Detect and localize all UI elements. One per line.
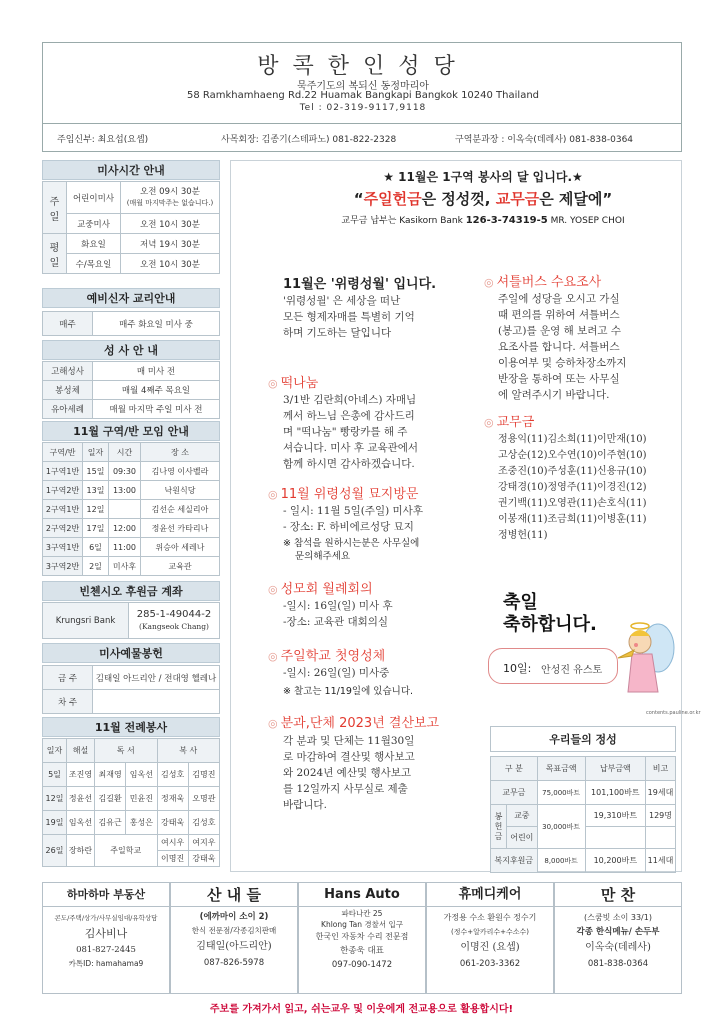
offering-label: 금 주 <box>43 666 93 690</box>
celebration-name: 안성진 유스토 <box>541 665 603 676</box>
finance-header: 비고 <box>646 757 676 781</box>
text-line: -일시: 16일(일) 미사 후 <box>283 600 393 612</box>
finance-table <box>490 756 676 873</box>
table-row <box>43 519 220 538</box>
district-head: 구역분과장 : 이옥숙(데레사) 081-838-0364 <box>455 135 634 145</box>
rice-cake-heading <box>268 372 318 391</box>
text-line: 주일에 성당을 오시고 가실 <box>498 293 620 305</box>
text-line: 며 "떡나눔" 빵랑카를 해 주 <box>283 426 408 438</box>
liturgy-cell: 강태욱 <box>188 851 219 867</box>
finance-note: 11세대 <box>646 849 676 873</box>
meeting-cell: 교육관 <box>141 557 220 576</box>
text-line: ※ 참석을 원하시는분은 사무실에 <box>283 538 420 549</box>
meeting-cell: 2일 <box>83 557 109 576</box>
ad-line: 097-090-1472 <box>331 960 393 970</box>
liturgy-cell: 여시우 <box>157 835 188 851</box>
collection-notice: “주일헌금은 정성껏, 교무금은 제달에” <box>353 190 613 208</box>
finance-note: 129명 <box>646 805 676 827</box>
text-line: 를 12일까지 사무실로 제출 <box>283 783 408 795</box>
ad-line: Khlong Tan 경찰서 입구 <box>321 920 403 929</box>
meeting-cell: 09:30 <box>109 462 141 481</box>
offering-value <box>93 690 220 714</box>
liturgy-cell: 임옥선 <box>126 763 157 787</box>
liturgy-cell: 이명진 <box>157 851 188 867</box>
text-line: 권기백(11)오영관(11)손호식(11) <box>498 498 647 509</box>
text-line: 정병헌(11) <box>498 530 548 541</box>
text-line: 고상순(12)오수연(10)이주현(10) <box>498 450 647 461</box>
dues-heading <box>484 411 534 430</box>
table-row <box>43 481 220 500</box>
ad-title: 만 찬 <box>555 883 681 907</box>
liturgy-header: 독 서 <box>95 739 158 763</box>
text-line: 3/1반 김란희(아녜스) 자매님 <box>283 394 417 406</box>
text-line: 정용익(11)김소희(11)이만재(10) <box>498 434 647 445</box>
meeting-cell: 15일 <box>83 462 109 481</box>
meeting-cell <box>109 500 141 519</box>
liturgy-cell: 김유근 <box>95 811 126 835</box>
shuttle-title: 셔틀버스 수요조사 <box>496 275 602 290</box>
meeting-cell: 13:00 <box>109 481 141 500</box>
church-subtitle: 묵주기도의 복되신 동정마리아 <box>297 81 429 92</box>
finance-note <box>646 827 676 849</box>
sacrament-value: 매월 마지막 주일 미사 전 <box>93 400 220 419</box>
text-line: -일시: 26일(일) 미사중 <box>283 667 390 679</box>
ad-manchan <box>554 882 682 994</box>
mass-time: 오전 09시 30분 <box>140 186 200 197</box>
finance-target: 8,000바트 <box>537 849 585 873</box>
text-line: 모든 형제자매를 특별히 기억 <box>283 311 415 323</box>
liturgy-cell: 정윤선 <box>67 787 95 811</box>
text-line: 때 편의를 위하여 셔틀버스 <box>498 309 620 321</box>
table-row <box>43 763 220 787</box>
council-president: 사목회장: 김종기(스테파노) 081-822-2328 <box>221 135 397 145</box>
sunday-label: 주 일 <box>43 182 67 234</box>
text-line: 바랍니다. <box>283 799 327 811</box>
month-theme-body <box>283 293 478 341</box>
liturgy-cell: 주일학교 <box>95 835 158 867</box>
ad-line: 081-838-0364 <box>587 959 649 969</box>
ad-line: 각종 한식메뉴/ 손두부 <box>576 927 660 937</box>
liturgy-cell: 임옥선 <box>67 811 95 835</box>
meeting-cell: 12:00 <box>109 519 141 538</box>
sacrament-value: 매 미사 전 <box>93 362 220 381</box>
finance-paid: 19,310바트 <box>585 805 645 827</box>
meeting-cell: 2구역1반 <box>43 500 83 519</box>
text-line: 반장을 통하여 또는 사무실 <box>498 373 620 385</box>
liturgy-cell: 강태욱 <box>157 811 188 835</box>
ad-title: 산 내 들 <box>171 883 297 907</box>
rice-cake-title: 떡나눔 <box>280 376 319 391</box>
church-tel: Tel : 02-319-9117,9118 <box>299 103 427 113</box>
finance-target: 75,000바트 <box>537 781 585 805</box>
mass-name: 어린이미사 <box>67 182 121 214</box>
bank-notice <box>288 213 678 226</box>
table-row <box>43 835 220 851</box>
header-box <box>42 42 682 124</box>
liturgy-cell: 여지우 <box>188 835 219 851</box>
celebration-line: 축하합니다. <box>503 614 597 635</box>
sacrament-value: 매월 4째주 목요일 <box>93 381 220 400</box>
text-line: 에 알려주시기 바랍니다. <box>498 389 610 401</box>
ad-real-estate <box>42 882 170 994</box>
liturgy-cell: 조진영 <box>67 763 95 787</box>
table-row <box>491 849 676 873</box>
liturgy-cell: 김길환 <box>95 787 126 811</box>
ad-line: 카톡ID: hamahama9 <box>68 959 144 968</box>
meeting-cell: 12일 <box>83 500 109 519</box>
text-line: 함께 하시면 감사하겠습니다. <box>283 458 415 470</box>
table-row <box>43 811 220 835</box>
text-line: 강태경(10)정영주(11)이경진(12) <box>498 482 647 493</box>
sacrament-table <box>42 361 220 419</box>
liturgy-cell: 홍성은 <box>126 811 157 835</box>
sunday-collection: 주일헌금 <box>363 190 422 208</box>
offering-table <box>42 665 220 714</box>
liturgy-date: 5일 <box>43 763 67 787</box>
cemetery-heading <box>268 483 418 502</box>
table-row <box>43 462 220 481</box>
cemetery-body <box>283 503 478 535</box>
liturgy-table <box>42 738 220 867</box>
table-row <box>491 805 676 827</box>
vincent-bank: Krungsri Bank <box>43 603 129 639</box>
meeting-cell: 3구역1반 <box>43 538 83 557</box>
meeting-header: 일자 <box>83 443 109 462</box>
sunday-school-heading <box>268 645 385 664</box>
mother-meeting-heading <box>268 578 373 597</box>
mass-time: 저녁 19시 30분 <box>121 234 220 254</box>
liturgy-date: 12일 <box>43 787 67 811</box>
celebration-entry-box <box>488 648 618 684</box>
cemetery-title: 11월 위령성월 묘지방문 <box>280 487 419 502</box>
ad-line: (에까마이 소이 2) <box>199 912 269 922</box>
text-line: 이용여부 및 승하차장소까지 <box>498 357 627 369</box>
sunday-school-body <box>283 665 478 681</box>
circle-bullet-icon: ◎ <box>484 276 494 289</box>
ad-line: (정수+알카리수+수소수) <box>450 928 530 936</box>
liturgy-header: 복 사 <box>157 739 220 763</box>
offering-title: 미사예물봉헌 <box>42 643 220 663</box>
liturgy-cell: 정재욱 <box>157 787 188 811</box>
dues-body <box>498 432 682 544</box>
month-theme-title: 11월은 '위령성월' 입니다. <box>283 277 437 292</box>
ad-line: 이옥숙(데레사) <box>585 942 651 953</box>
finance-label: 교무금 <box>491 781 538 805</box>
ad-line: 한식 전문점/각종김치판매 <box>191 926 277 935</box>
meeting-cell: 김나영 이사벨라 <box>141 462 220 481</box>
circle-bullet-icon: ◎ <box>268 650 278 663</box>
offering-label: 차 주 <box>43 690 93 714</box>
liturgy-cell: 김명진 <box>188 763 219 787</box>
ad-line: 한국인 자동차 수리 전문점 <box>315 932 409 941</box>
ad-title: 휴메디케어 <box>427 883 553 907</box>
ad-line: 콘도/주택/상가/사무실임대/유학상담 <box>54 914 158 922</box>
liturgy-date: 26일 <box>43 835 67 867</box>
table-row <box>43 787 220 811</box>
liturgy-cell: 오명관 <box>188 787 219 811</box>
sacrament-label: 고해성사 <box>43 362 93 381</box>
text-line: - 장소: F. 하비에르성당 묘지 <box>283 521 414 533</box>
sacrament-title: 성 사 안 내 <box>42 340 220 360</box>
vincent-account: 285-1-49044-2 <box>136 608 212 620</box>
text-line: 께서 하느님 은총에 감사드리 <box>283 410 415 422</box>
dues-title: 교무금 <box>496 415 535 430</box>
ad-line: 081-827-2445 <box>76 945 136 955</box>
liturgy-header: 해설 <box>67 739 95 763</box>
church-name: 방콕한인성당 <box>257 54 469 79</box>
settlement-body <box>283 733 483 813</box>
meeting-cell: 정윤선 카타리나 <box>141 519 220 538</box>
finance-target: 30,000바트 <box>537 805 585 849</box>
catechism-table <box>42 311 220 336</box>
meeting-cell: 미사후 <box>109 557 141 576</box>
table-row <box>43 557 220 576</box>
ad-line: 김사비나 <box>84 927 128 940</box>
liturgy-cell: 김성호 <box>188 811 219 835</box>
text-line: 로 마감하여 결산및 행사보고 <box>283 751 415 763</box>
meeting-header: 시간 <box>109 443 141 462</box>
bank-label: 교무금 납부는 Kasikorn Bank <box>341 216 463 226</box>
text-line: 셔습니다. 미사 후 교육관에서 <box>283 442 419 454</box>
liturgy-header: 일자 <box>43 739 67 763</box>
finance-title: 우리들의 정성 <box>490 726 676 752</box>
shuttle-heading <box>484 271 601 290</box>
collection-text: 은 제달에 <box>539 190 603 208</box>
mass-note: (매월 마지막주는 없습니다.) <box>126 198 214 207</box>
text-line: -장소: 교육관 대회의실 <box>283 616 389 628</box>
meeting-cell: 위승아 세레나 <box>141 538 220 557</box>
offering-value: 김태일 아드리안 / 전대영 헬레나 <box>93 666 220 690</box>
circle-bullet-icon: ◎ <box>268 717 278 730</box>
liturgy-cell: 민윤진 <box>126 787 157 811</box>
vincent-title: 빈첸시오 후원금 계좌 <box>42 581 220 601</box>
weekday-label: 평 일 <box>43 234 67 274</box>
vincent-table <box>42 602 220 639</box>
mass-title: 미사시간 안내 <box>42 160 220 180</box>
ad-sannaedeul <box>170 882 298 994</box>
vincent-holder: (Kangseok Chang) <box>139 621 209 631</box>
meeting-cell: 낙원식당 <box>141 481 220 500</box>
text-line: (봉고)를 운영 해 보려고 수 <box>498 325 621 337</box>
meeting-header: 구역/반 <box>43 443 83 462</box>
mass-table <box>42 181 220 274</box>
finance-header: 납부금액 <box>585 757 645 781</box>
mass-name: 화요일 <box>67 234 121 254</box>
meeting-cell: 11:00 <box>109 538 141 557</box>
liturgy-date: 19일 <box>43 811 67 835</box>
finance-label: 복지후원금 <box>491 849 538 873</box>
pastor: 주임신부: 최요섭(요셉) <box>57 135 149 145</box>
meeting-cell: 13일 <box>83 481 109 500</box>
text-line: 각 분과 및 단체는 11월30일 <box>283 735 415 747</box>
staff-bar <box>42 124 682 152</box>
shuttle-body <box>498 291 678 403</box>
mother-meeting-body <box>283 598 478 630</box>
mother-meeting-title: 성모회 월례회의 <box>280 582 373 597</box>
meeting-cell: 6일 <box>83 538 109 557</box>
ad-line: 김태일(아드리안) <box>196 941 272 952</box>
mass-time: 오전 10시 30분 <box>121 214 220 234</box>
text-line: - 일시: 11월 5일(주일) 미사후 <box>283 505 423 517</box>
finance-header: 목표금액 <box>537 757 585 781</box>
meeting-header: 장 소 <box>141 443 220 462</box>
ad-hans-auto <box>298 882 426 994</box>
mass-time: 오전 10시 30분 <box>121 254 220 274</box>
circle-bullet-icon: ◎ <box>268 583 278 596</box>
sunday-school-note: ※ 찰고는 11/19일에 있습니다. <box>283 686 414 697</box>
text-line: '위령성월' 은 세상을 떠난 <box>283 295 401 307</box>
settlement-heading <box>268 712 439 731</box>
text-line: 요조사를 합니다. 셔틀버스 <box>498 341 620 353</box>
bank-account: 126-3-74319-5 <box>465 215 548 226</box>
text-line: 이봉재(11)조금희(11)이병훈(11) <box>498 514 647 525</box>
settlement-title: 분과,단체 2023년 결산보고 <box>280 716 440 731</box>
meeting-cell: 김선순 세실리아 <box>141 500 220 519</box>
table-row <box>43 538 220 557</box>
finance-paid: 10,200바트 <box>585 849 645 873</box>
finance-note: 19세대 <box>646 781 676 805</box>
meeting-cell: 17일 <box>83 519 109 538</box>
liturgy-cell: 최재영 <box>95 763 126 787</box>
collection-text: 은 정성껏, <box>421 190 496 208</box>
celebration-title <box>503 592 597 636</box>
mass-name: 수/목요일 <box>67 254 121 274</box>
bank-holder: MR. YOSEP CHOI <box>550 216 625 226</box>
illustration-credit: contents.pauline.or.kr <box>646 710 701 716</box>
meeting-cell: 1구역2반 <box>43 481 83 500</box>
liturgy-title: 11월 전례봉사 <box>42 717 220 737</box>
finance-header: 구 분 <box>491 757 538 781</box>
service-month-notice: ★ 11월은 1구역 봉사의 달 입니다.★ <box>383 170 583 184</box>
meeting-table <box>42 442 220 576</box>
sacrament-label: 유아세례 <box>43 400 93 419</box>
meeting-cell: 3구역2반 <box>43 557 83 576</box>
table-row <box>491 781 676 805</box>
finance-group-label: 봉헌금 <box>491 805 507 849</box>
circle-bullet-icon: ◎ <box>268 488 278 501</box>
finance-label: 교중 <box>507 805 538 827</box>
ad-title: 하마하마 부동산 <box>43 883 169 907</box>
liturgy-cell: 김성호 <box>157 763 188 787</box>
text-line: 하며 기도하는 달입니다 <box>283 327 392 339</box>
sunday-school-title: 주일학교 첫영성체 <box>280 649 386 664</box>
catechism-value: 매주 화요일 미사 중 <box>93 312 220 336</box>
text-line: 와 2024년 예산및 행사보고 <box>283 767 412 779</box>
cemetery-note <box>283 537 478 563</box>
ad-line: 이명진 (요셉) <box>460 942 520 953</box>
ad-line: 가정용 수소 환원수 정수기 <box>443 913 537 922</box>
bottom-note: 주보를 가져가서 읽고, 쉬는교우 및 이웃에게 전교용으로 활용합시다! <box>209 1004 514 1015</box>
circle-bullet-icon: ◎ <box>268 377 278 390</box>
celebration-line: 축일 <box>503 592 538 613</box>
ad-line: (스쿰빗 소이 33/1) <box>584 913 652 922</box>
mass-name: 교중미사 <box>67 214 121 234</box>
ad-line: 061-203-3362 <box>459 959 521 969</box>
text-line: 문의해주세요 <box>295 551 351 562</box>
dues-word: 교무금 <box>495 190 540 208</box>
text-line: 조중진(10)주성훈(11)신용규(10) <box>498 466 647 477</box>
ad-line: 087-826-5978 <box>203 958 265 968</box>
table-row <box>43 500 220 519</box>
finance-label: 어린이 <box>507 827 538 849</box>
church-address: 58 Ramkhamhaeng Rd.22 Huamak Bangkapi Bangkok 10240 Thailand <box>186 90 540 101</box>
angel-trumpet-icon <box>612 608 682 706</box>
ad-title: Hans Auto <box>299 883 425 907</box>
rice-cake-body <box>283 392 478 472</box>
ad-line: 한종욱 대표 <box>340 946 384 956</box>
sacrament-label: 봉성체 <box>43 381 93 400</box>
finance-paid: 101,100바트 <box>585 781 645 805</box>
meeting-cell: 1구역1반 <box>43 462 83 481</box>
liturgy-cell: 장하란 <box>67 835 95 867</box>
finance-paid <box>585 827 645 849</box>
catechism-label: 매주 <box>43 312 93 336</box>
meeting-cell: 2구역2반 <box>43 519 83 538</box>
celebration-date: 10일: <box>503 662 532 675</box>
catechism-title: 예비신자 교리안내 <box>42 288 220 308</box>
circle-bullet-icon: ◎ <box>484 416 494 429</box>
meeting-title: 11월 구역/반 모임 안내 <box>42 421 220 441</box>
ad-line: 파타나칸 25 <box>341 909 383 918</box>
ad-humedicare <box>426 882 554 994</box>
